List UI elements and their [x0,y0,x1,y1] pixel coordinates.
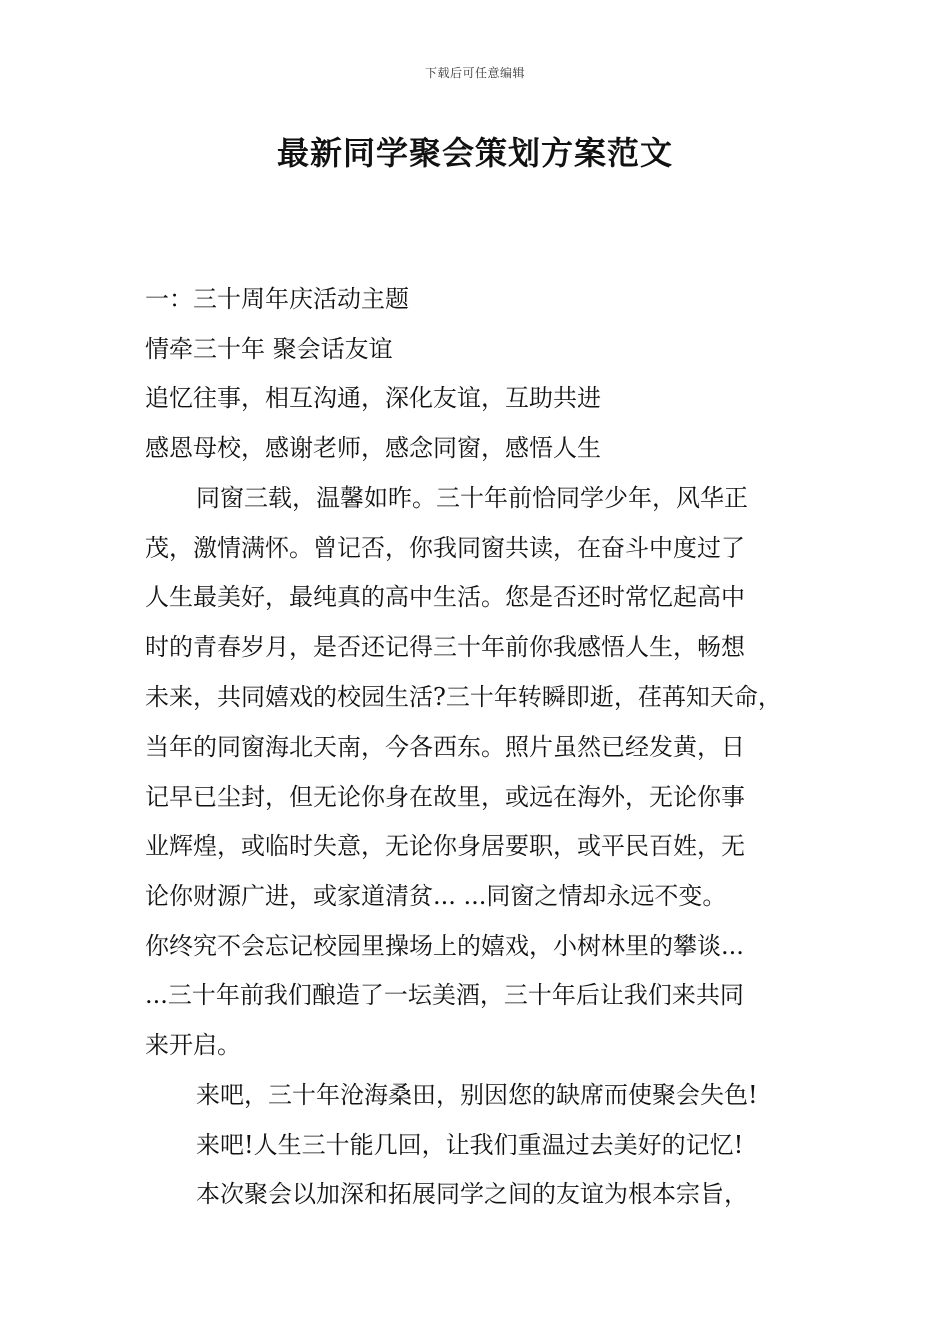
body-line: 记早已尘封，但无论你身在故里，或远在海外，无论你事 [145,783,745,811]
document-title: 最新同学聚会策划方案范文 [276,134,673,172]
body-line: 未来，共同嬉戏的校园生活?三十年转瞬即逝，荏苒知天命， [145,683,782,711]
body-line: 一：三十周年庆活动主题 [145,285,409,313]
body-line: ...三十年前我们酿造了一坛美酒，三十年后让我们来共同 [145,981,744,1009]
body-line: 同窗三载，温馨如昨。三十年前恰同学少年，风华正 [196,484,748,512]
body-line: 茂，激情满怀。曾记否，你我同窗共读，在奋斗中度过了 [145,534,745,562]
body-line: 你终究不会忘记校园里操场上的嬉戏，小树林里的攀谈... [145,932,744,960]
body-line: 本次聚会以加深和拓展同学之间的友谊为根本宗旨， [196,1180,748,1208]
body-line: 来吧，三十年沧海桑田，别因您的缺席而使聚会失色! [196,1081,758,1109]
body-line: 来吧!人生三十能几回，让我们重温过去美好的记忆! [196,1131,744,1159]
body-line: 人生最美好，最纯真的高中生活。您是否还时常忆起高中 [145,583,745,611]
header-note: 下载后可任意编辑 [424,66,525,80]
body-line: 来开启。 [145,1031,241,1059]
body-line: 时的青春岁月，是否还记得三十年前你我感悟人生，畅想 [145,633,745,661]
body-line: 追忆往事，相互沟通，深化友谊，互助共进 [145,384,601,412]
body-line: 业辉煌，或临时失意，无论你身居要职，或平民百姓，无 [145,832,745,860]
body-line: 情牵三十年 聚会话友谊 [145,335,393,363]
body-line: 感恩母校，感谢老师，感念同窗，感悟人生 [145,434,601,462]
body-line: 论你财源广进，或家道清贫... ...同窗之情却永远不变。 [145,882,727,910]
body-line: 当年的同窗海北天南，今各西东。照片虽然已经发黄，日 [145,733,745,761]
